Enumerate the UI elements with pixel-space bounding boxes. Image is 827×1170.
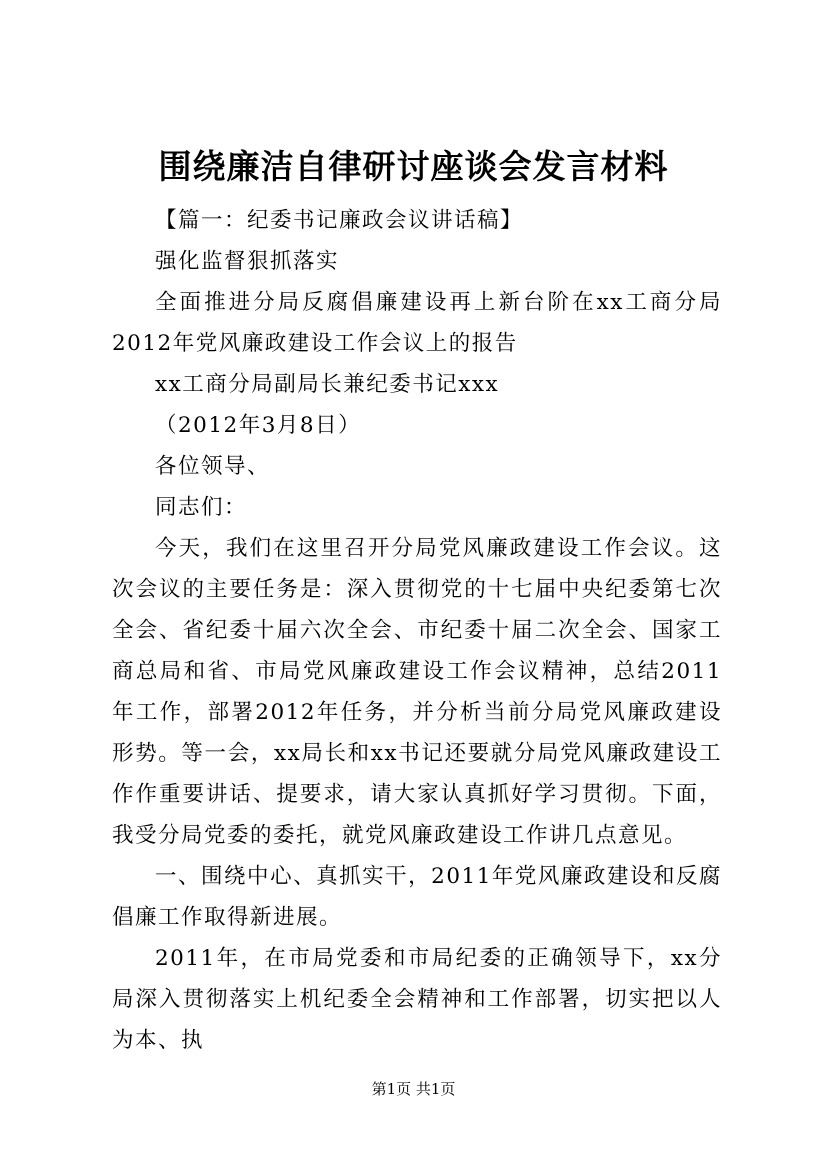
- document-title: 围绕廉洁自律研讨座谈会发言材料: [158, 147, 669, 186]
- section-heading: 【篇一：纪委书记廉政会议讲话稿】: [155, 208, 524, 233]
- salutation-line: 各位领导、: [155, 454, 271, 479]
- document-body: [112, 200, 722, 1061]
- subtitle: 强化监督狠抓落实: [155, 249, 340, 274]
- report-title: 全面推进分局反腐倡廉建设再上新台阶在xx工商分局2012年党风廉政建设工作会议上的报告: [112, 290, 722, 356]
- body-paragraph: 一、围绕中心、真抓实干，2011年党风廉政建设和反腐倡廉工作取得新进展。: [112, 864, 722, 930]
- author-line: xx工商分局副局长兼纪委书记xxx: [155, 372, 500, 397]
- date-line: （2012年3月8日）: [155, 413, 362, 438]
- body-paragraph: 2011年，在市局党委和市局纪委的正确领导下，xx分局深入贯彻落实上机纪委全会精神和工作部署，切实把以人为本、执: [112, 946, 722, 1053]
- salutation-line: 同志们：: [155, 495, 248, 520]
- page-number: 第1页 共1页: [371, 1080, 456, 1098]
- body-paragraph: 今天，我们在这里召开分局党风廉政建设工作会议。这次会议的主要任务是：深入贯彻党的十七届中央纪委第七次全会、省纪委十届六次全会、市纪委十届二次全会、国家工商总局和省、市局党风廉政建设工作会议精神，总结2011年工作，部署2012年任务，并分析当前分局党风廉政建设形势。等一会，xx局长和xx书记还要就分局党风廉政建设工作作重要讲话、提要求，请大家认真抓好学习贯彻。下面，我受分局党委的委托，就党风廉政建设工作讲几点意见。: [112, 536, 722, 848]
